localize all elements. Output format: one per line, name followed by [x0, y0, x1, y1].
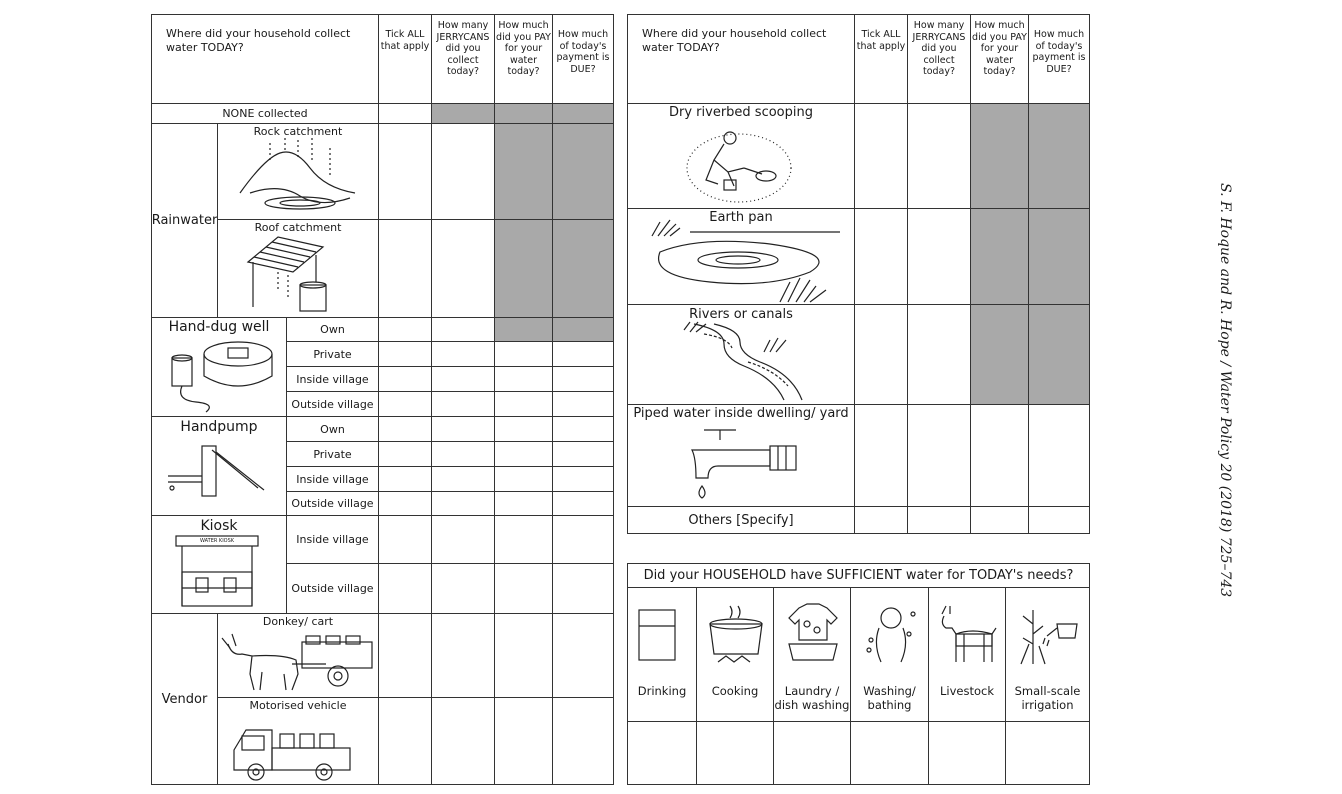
right-tick-header: Tick ALL that apply [854, 14, 908, 104]
piped-jerrycans-cell[interactable] [907, 404, 971, 507]
handpump-private-label: Private [286, 441, 379, 467]
sufficiency-question: Did your HOUSEHOLD have SUFFICIENT water for TODAY's needs? [627, 563, 1090, 588]
well-own-label: Own [286, 317, 379, 342]
need-answer-cell[interactable] [627, 721, 697, 785]
piped-water-label: Piped water inside dwelling/ yard [633, 406, 849, 421]
laundry-icon [781, 604, 845, 668]
hand-dug-well-label: Hand-dug well [168, 319, 270, 335]
right-jerrycans-header: How many JERRYCANS did you collect today? [907, 14, 971, 104]
handpump-own-label: Own [286, 416, 379, 442]
none-tick-cell[interactable] [378, 103, 432, 124]
goat-icon [936, 604, 1000, 668]
donkey-cart-label: Donkey/ cart [262, 615, 334, 628]
need-answer-cell[interactable] [850, 721, 929, 785]
earth-pan-jerrycans-cell[interactable] [907, 208, 971, 305]
handpump-outside-due-cell[interactable] [552, 491, 614, 516]
handpump-own-pay-cell[interactable] [494, 416, 553, 442]
handpump-own-tick-cell[interactable] [378, 416, 432, 442]
riverbed-tick-cell[interactable] [854, 103, 908, 209]
well-outside-pay-cell[interactable] [494, 391, 553, 417]
well-own-pay-cell [494, 317, 553, 342]
need-answer-cell[interactable] [696, 721, 774, 785]
handpump-private-tick-cell[interactable] [378, 441, 432, 467]
need-answer-cell[interactable] [1005, 721, 1090, 785]
rainwater-label: Rainwater [151, 123, 218, 318]
tap-icon [690, 428, 802, 500]
donkey-jerrycans-cell[interactable] [431, 613, 495, 698]
riverbed-pay-cell [970, 103, 1029, 209]
donkey-tick-cell[interactable] [378, 613, 432, 698]
well-outside-tick-cell[interactable] [378, 391, 432, 417]
rock-catchment-label: Rock catchment [253, 125, 343, 138]
handpump-icon [168, 440, 268, 498]
dry-riverbed-label: Dry riverbed scooping [669, 105, 813, 120]
citation-text: S. F. Hoque and R. Hope / Water Policy 20 (2018) 725–743 [1217, 183, 1233, 598]
need-label: Laundry / dish washing [774, 684, 850, 712]
piped-due-cell[interactable] [1028, 404, 1090, 507]
well-inside-village-label: Inside village [286, 366, 379, 392]
need-label: Washing/ bathing [863, 684, 916, 712]
handpump-inside-village-label: Inside village [286, 466, 379, 492]
rock-jerrycans-cell[interactable] [431, 123, 495, 220]
rock-tick-cell[interactable] [378, 123, 432, 220]
handpump-outside-tick-cell[interactable] [378, 491, 432, 516]
rivers-pay-cell [970, 304, 1029, 405]
need-2-cell [773, 587, 851, 722]
roof-catchment-icon [248, 237, 333, 315]
right-due-header: How much of today's payment is DUE? [1028, 14, 1090, 104]
handpump-own-due-cell[interactable] [552, 416, 614, 442]
none-jerrycans-cell [431, 103, 495, 124]
well-private-tick-cell[interactable] [378, 341, 432, 367]
well-private-due-cell[interactable] [552, 341, 614, 367]
kiosk-inside-tick-cell[interactable] [378, 515, 432, 564]
need-4-cell [928, 587, 1006, 722]
kiosk-icon [176, 536, 258, 608]
kiosk-outside-due-cell[interactable] [552, 563, 614, 614]
none-collected-label: NONE collected [151, 103, 379, 124]
need-5-cell [1005, 587, 1090, 722]
donkey-cart-icon [222, 634, 374, 694]
handpump-own-jerrycans-cell[interactable] [431, 416, 495, 442]
others-due-cell[interactable] [1028, 506, 1090, 534]
motorised-vehicle-label: Motorised vehicle [249, 699, 347, 712]
rivers-canals-label: Rivers or canals [689, 307, 793, 322]
need-label: Cooking [711, 684, 759, 698]
others-label: Others [Specify] [627, 506, 855, 534]
kiosk-inside-due-cell[interactable] [552, 515, 614, 564]
well-private-label: Private [286, 341, 379, 367]
riverbed-jerrycans-cell[interactable] [907, 103, 971, 209]
rock-catchment-icon [240, 138, 360, 218]
handpump-inside-jerrycans-cell[interactable] [431, 466, 495, 492]
glass-icon [631, 604, 695, 668]
others-pay-cell[interactable] [970, 506, 1029, 534]
motorised-vehicle-icon [232, 726, 352, 781]
handpump-private-due-cell[interactable] [552, 441, 614, 467]
need-label: Livestock [939, 684, 994, 698]
piped-tick-cell[interactable] [854, 404, 908, 507]
kiosk-outside-pay-cell[interactable] [494, 563, 553, 614]
kiosk-inside-village-label: Inside village [286, 515, 379, 564]
bathing-icon [859, 604, 923, 668]
others-tick-cell[interactable] [854, 506, 908, 534]
riverbed-scooping-icon [684, 124, 794, 204]
well-inside-pay-cell[interactable] [494, 366, 553, 392]
right-question-header: Where did your household collect water TODAY? [627, 14, 855, 104]
rivers-tick-cell[interactable] [854, 304, 908, 405]
riverbed-due-cell [1028, 103, 1090, 209]
handpump-inside-tick-cell[interactable] [378, 466, 432, 492]
earth-pan-due-cell [1028, 208, 1090, 305]
kiosk-inside-pay-cell[interactable] [494, 515, 553, 564]
roof-due-cell [552, 219, 614, 318]
vehicle-tick-cell[interactable] [378, 697, 432, 785]
left-question-header: Where did your household collect water TODAY? [151, 14, 379, 104]
well-private-jerrycans-cell[interactable] [431, 341, 495, 367]
handpump-private-pay-cell[interactable] [494, 441, 553, 467]
vehicle-due-cell[interactable] [552, 697, 614, 785]
river-icon [684, 322, 804, 402]
need-1-cell [696, 587, 774, 722]
need-label: Drinking [637, 684, 687, 698]
kiosk-outside-tick-cell[interactable] [378, 563, 432, 614]
well-inside-due-cell[interactable] [552, 366, 614, 392]
roof-pay-cell [494, 219, 553, 318]
need-answer-cell[interactable] [773, 721, 851, 785]
left-pay-header: How much did you PAY for your water today? [494, 14, 553, 104]
left-due-header: How much of today's payment is DUE? [552, 14, 614, 104]
none-due-cell [552, 103, 614, 124]
rivers-jerrycans-cell[interactable] [907, 304, 971, 405]
hand-dug-well-icon [166, 340, 276, 412]
well-inside-jerrycans-cell[interactable] [431, 366, 495, 392]
vehicle-pay-cell[interactable] [494, 697, 553, 785]
irrigation-icon [1017, 604, 1081, 668]
handpump-private-jerrycans-cell[interactable] [431, 441, 495, 467]
none-pay-cell [494, 103, 553, 124]
rivers-due-cell [1028, 304, 1090, 405]
roof-jerrycans-cell[interactable] [431, 219, 495, 318]
kiosk-label: Kiosk [200, 518, 238, 534]
need-0-cell [627, 587, 697, 722]
handpump-outside-pay-cell[interactable] [494, 491, 553, 516]
donkey-due-cell[interactable] [552, 613, 614, 698]
well-own-due-cell [552, 317, 614, 342]
kiosk-outside-jerrycans-cell[interactable] [431, 563, 495, 614]
need-answer-cell[interactable] [928, 721, 1006, 785]
kiosk-inside-jerrycans-cell[interactable] [431, 515, 495, 564]
earth-pan-pay-cell [970, 208, 1029, 305]
well-outside-jerrycans-cell[interactable] [431, 391, 495, 417]
kiosk-sign-text: WATER KIOSK [199, 538, 235, 544]
kiosk-outside-village-label: Outside village [286, 563, 379, 614]
well-outside-village-label: Outside village [286, 391, 379, 417]
others-jerrycans-cell[interactable] [907, 506, 971, 534]
earth-pan-label: Earth pan [709, 210, 773, 225]
well-outside-due-cell[interactable] [552, 391, 614, 417]
handpump-inside-due-cell[interactable] [552, 466, 614, 492]
well-own-tick-cell[interactable] [378, 317, 432, 342]
handpump-outside-jerrycans-cell[interactable] [431, 491, 495, 516]
cooking-pot-icon [704, 604, 768, 668]
piped-pay-cell[interactable] [970, 404, 1029, 507]
roof-catchment-label: Roof catchment [254, 221, 342, 234]
vendor-label: Vendor [151, 613, 218, 785]
need-label: Small-scale irrigation [1014, 684, 1081, 712]
earth-pan-tick-cell[interactable] [854, 208, 908, 305]
vehicle-jerrycans-cell[interactable] [431, 697, 495, 785]
handpump-label: Handpump [180, 419, 258, 435]
need-3-cell [850, 587, 929, 722]
well-private-pay-cell[interactable] [494, 341, 553, 367]
left-tick-header: Tick ALL that apply [378, 14, 432, 104]
handpump-outside-village-label: Outside village [286, 491, 379, 516]
well-own-jerrycans-cell[interactable] [431, 317, 495, 342]
donkey-pay-cell[interactable] [494, 613, 553, 698]
handpump-inside-pay-cell[interactable] [494, 466, 553, 492]
well-inside-tick-cell[interactable] [378, 366, 432, 392]
roof-tick-cell[interactable] [378, 219, 432, 318]
rock-due-cell [552, 123, 614, 220]
rock-pay-cell [494, 123, 553, 220]
left-jerrycans-header: How many JERRYCANS did you collect today? [431, 14, 495, 104]
earth-pan-icon [650, 218, 840, 304]
right-pay-header: How much did you PAY for your water today? [970, 14, 1029, 104]
